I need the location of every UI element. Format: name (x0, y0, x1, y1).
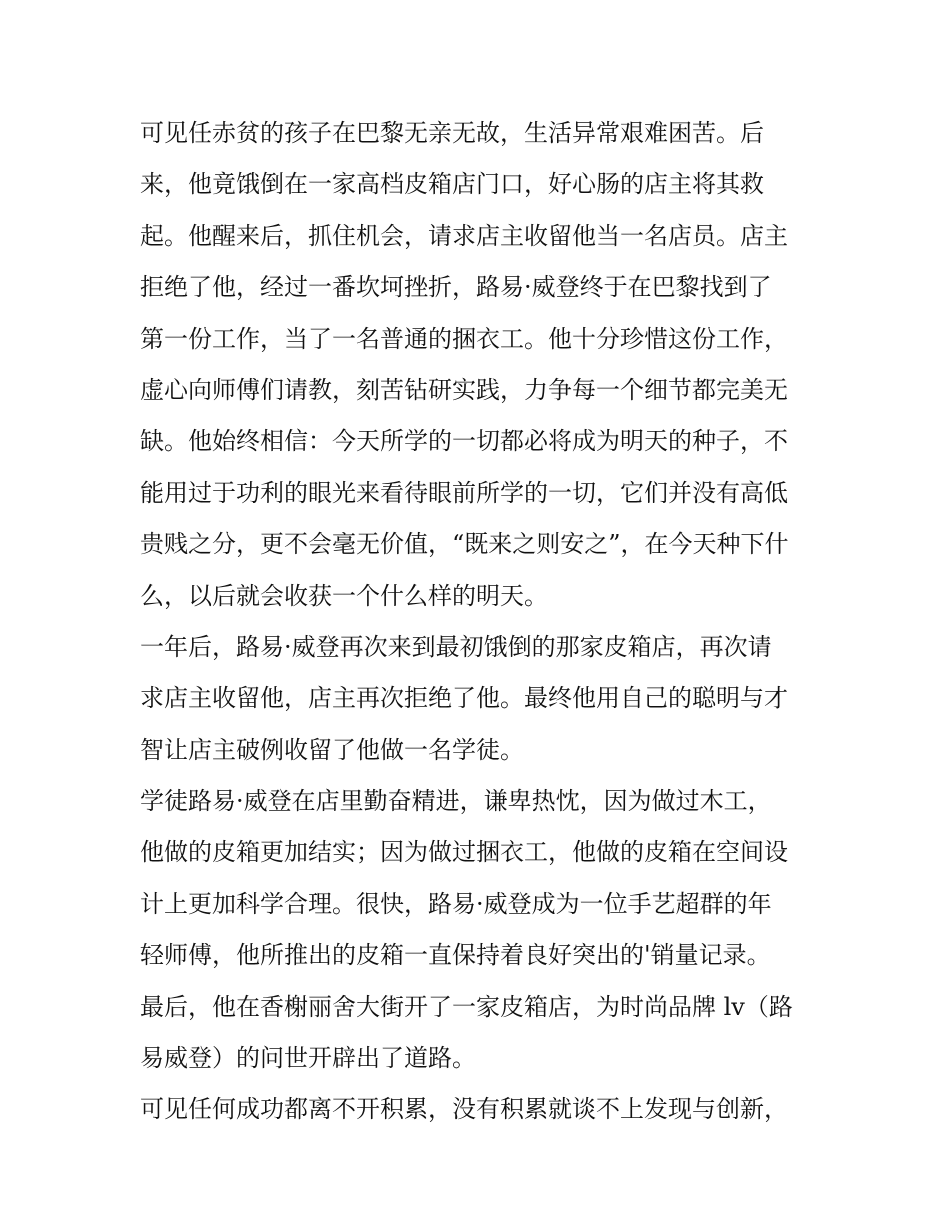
text-line-1: 可见任赤贫的孩子在巴黎无亲无故，生活异常艰难困苦。后 (140, 119, 764, 147)
text-line-6: 虚心向师傅们请教，刻苦钻研实践，力争每一个细节都完美无 (140, 375, 788, 404)
text-line-17: 轻师傅，他所推出的皮箱一直保持着良好突出的'销量记录。 (140, 941, 771, 970)
text-line-10: 么，以后就会收获一个什么样的明天。 (140, 581, 548, 610)
text-line-16: 计上更加科学合理。很快，路易·威登成为一位手艺超群的年 (140, 889, 772, 918)
body-text (140, 108, 820, 1136)
text-line-4: 拒绝了他，经过一番坎坷挫折，路易·威登终于在巴黎找到了 (140, 273, 772, 302)
text-line-15: 他做的皮箱更加结实；因为做过捆衣工，他做的皮箱在空间设 (140, 838, 788, 867)
text-line-3: 起。他醒来后，抓住机会，请求店主收留他当一名店员。店主 (140, 221, 788, 250)
text-line-7: 缺。他始终相信：今天所学的一切都必将成为明天的种子，不 (140, 427, 788, 456)
text-line-11: 一年后，路易·威登再次来到最初饿倒的那家皮箱店，再次请 (140, 632, 772, 661)
text-line-20: 可见任何成功都离不开积累，没有积累就谈不上发现与创新， (140, 1095, 788, 1124)
text-line-2: 来，他竟饿倒在一家高档皮箱店门口，好心肠的店主将其救 (140, 170, 764, 199)
text-line-18: 最后，他在香榭丽舍大街开了一家皮箱店，为时尚品牌 lv（路 (140, 992, 793, 1021)
text-line-8: 能用过于功利的眼光来看待眼前所学的一切，它们并没有高低 (140, 478, 788, 507)
text-line-5: 第一份工作，当了一名普通的捆衣工。他十分珍惜这份工作， (140, 324, 788, 353)
text-line-14: 学徒路易·威登在店里勤奋精进，谦卑热忱，因为做过木工， (140, 787, 772, 816)
text-line-12: 求店主收留他，店主再次拒绝了他。最终他用自己的聪明与才 (140, 684, 788, 713)
text-line-9: 贵贱之分，更不会毫无价值，“既来之则安之”，在今天种下什 (140, 530, 789, 559)
text-line-19: 易威登）的问世开辟出了道路。 (140, 1044, 476, 1073)
text-line-13: 智让店主破例收留了他做一名学徒。 (140, 735, 524, 764)
